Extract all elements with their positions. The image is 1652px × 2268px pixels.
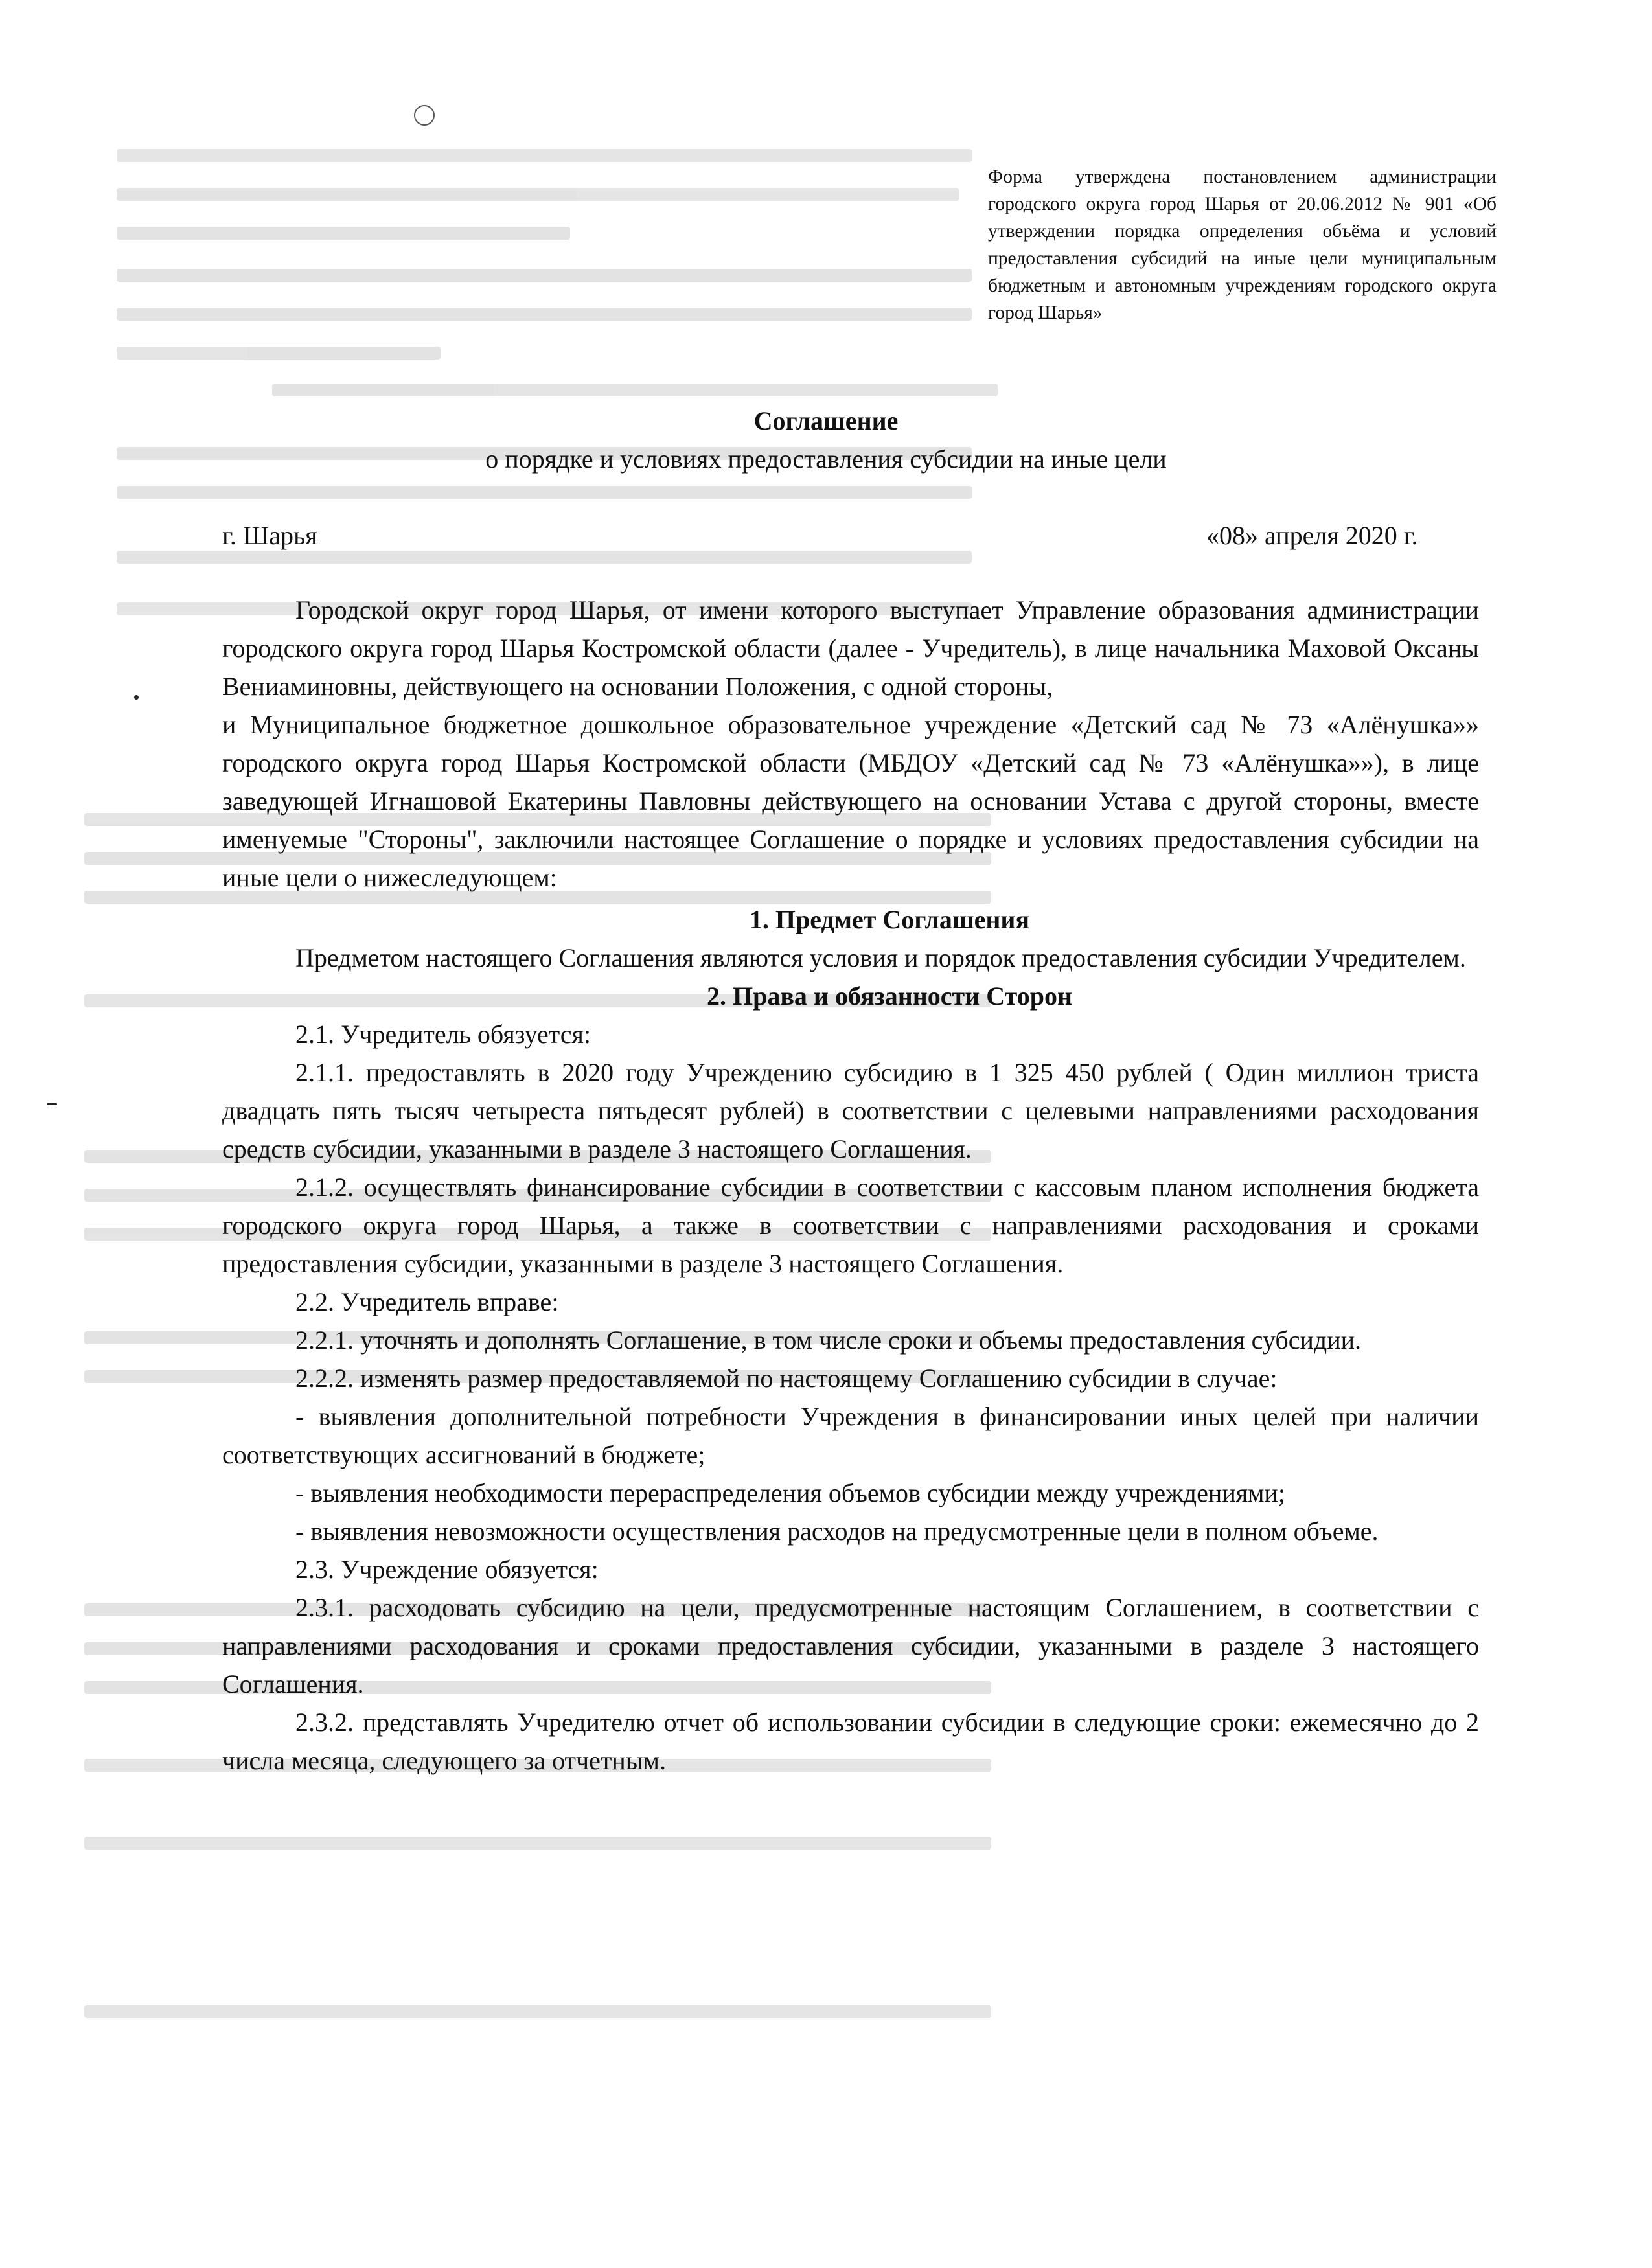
clause-paragraph: 2.1.2. осуществлять финансирование субсидии в соответствии с кассовым планом исполнения бюджета городского округа город Шарья, а также в соответствии с направлениями расходования и сроками предоставления субсидии, указанными в разделе 3 настоящего Соглашения. [222,1173,1479,1278]
list-item: - выявления необходимости перераспределения объемов субсидии между учреждениями; [295,1478,1285,1507]
document-subtitle: о порядке и условиях предоставления субсидии на иные цели [485,444,1167,474]
document-title: Соглашение [753,406,899,435]
document-body [222,591,1479,1780]
clause-paragraph: 2.2.1. уточнять и дополнять Соглашение, в том числе сроки и объемы предоставления субсидии. [295,1325,1362,1355]
clause-paragraph: 2.1.1. предоставлять в 2020 году Учреждению субсидию в 1 325 450 рублей ( Один миллион триста двадцать пять тысяч четыреста пятьдесят рублей) в соответствии с целевыми направлениями расходования средств субсидии, указанными в разделе 3 настоящего Соглашения. [222,1058,1479,1163]
document-city: г. Шарья [222,521,317,550]
clause-paragraph: 2.3. Учреждение обязуется: [295,1555,599,1584]
clause-paragraph: 2.1. Учредитель обязуется: [295,1020,591,1049]
clause-paragraph: 2.2.2. изменять размер предоставляемой по настоящему Соглашению субсидии в случае: [295,1364,1278,1393]
section-heading: 1. Предмет Соглашения [749,905,1030,934]
list-item: - выявления дополнительной потребности Учреждения в финансировании иных целей при наличии соответствующих ассигнований в бюджете; [222,1402,1479,1469]
approval-note: Форма утверждена постановлением администрации городского округа город Шарья от 20.06.2012 № 901 «Об утверждении порядка определения объёма и условий предоставления субсидий на иные цели муниципальным бюджетным и автономным учреждениям городского округа город Шарья» [988,166,1497,323]
preamble-paragraph: Городской округ город Шарья, от имени которого выступает Управление образования администрации городского округа город Шарья Костромской области (далее - Учредитель), в лице начальника Маховой Оксаны Вениаминовны, действующего на основании Положения, с одной стороны, [222,595,1479,701]
section-paragraph: Предметом настоящего Соглашения являются условия и порядок предоставления субсидии Учредителем. [295,943,1466,972]
list-item: - выявления невозможности осуществления расходов на предусмотренные цели в полном объеме. [295,1517,1379,1546]
scan-dot [47,1103,57,1105]
clause-paragraph: 2.3.1. расходовать субсидию на цели, предусмотренные настоящим Соглашением, в соответствии с направлениями расходования и сроками предоставления субсидии, указанными в разделе 3 настоящего Соглашения. [222,1593,1479,1699]
clause-paragraph: 2.2. Учредитель вправе: [295,1287,559,1316]
document-date: «08» апреля 2020 г. [1206,521,1418,550]
scan-mark-circle [411,102,437,128]
section-heading: 2. Права и обязанности Сторон [706,981,1073,1011]
preamble-paragraph: и Муниципальное бюджетное дошкольное образовательное учреждение «Детский сад № 73 «Алёнушка»» городского округа город Шарья Костромской области (МБДОУ «Детский сад № 73 «Алёнушка»»), в лице заведующей Игнашовой Екатерины Павловны действующего на основании Устава с другой стороны, вместе именуемые "Стороны", заключили настоящее Соглашение о порядке и условиях предоставления субсидии на иные цели о нижеследующем: [222,710,1479,892]
clause-paragraph: 2.3.2. представлять Учредителю отчет об использовании субсидии в следующие сроки: ежемесячно до 2 числа месяца, следующего за отчетным. [222,1708,1479,1775]
scan-dot [134,695,139,700]
